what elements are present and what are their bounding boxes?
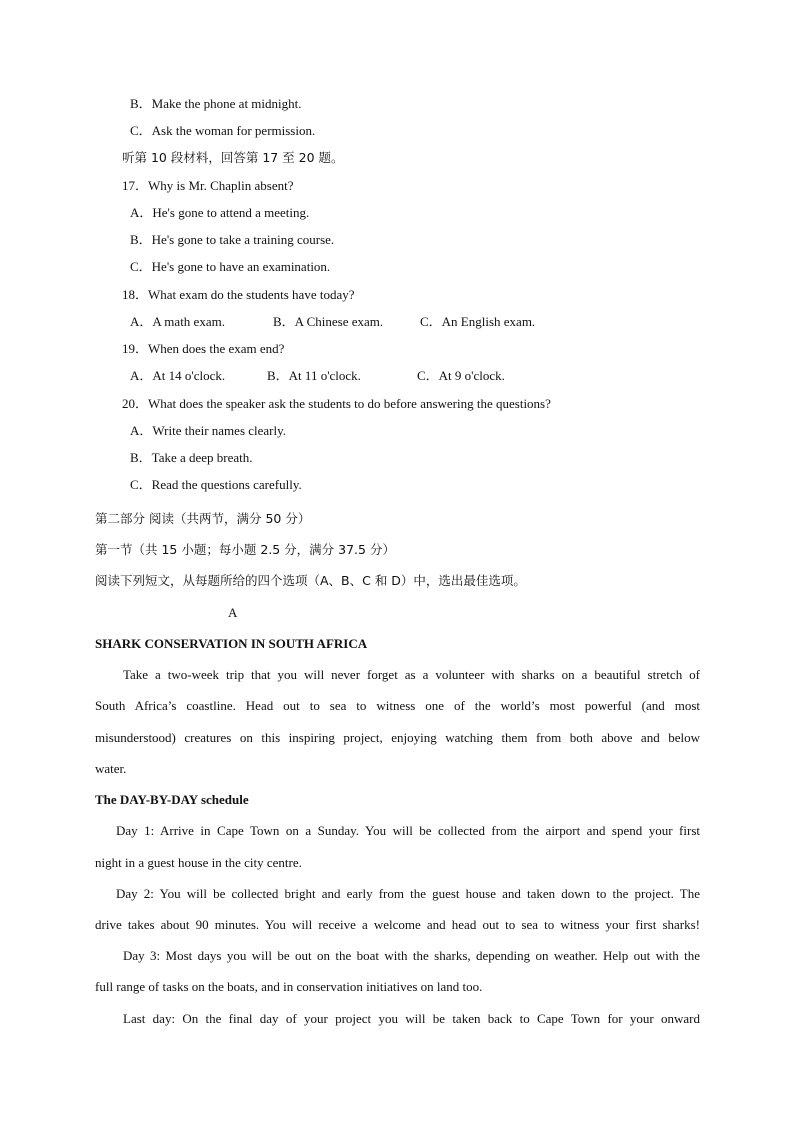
question-20: 20．What does the speaker ask the students to do before answering the questions? [122,396,551,411]
option-20c: C．Read the questions carefully. [130,477,302,492]
day3-line-2: full range of tasks on the boats, and in conservation initiatives on land too. [95,979,483,994]
schedule-heading: The DAY-BY-DAY schedule [95,792,249,807]
option-17c: C．He's gone to have an examination. [130,259,331,274]
option-19a: A．At 14 o'clock. [130,368,226,383]
part-heading: 第二部分 阅读（共两节，满分 50 分） [95,511,311,526]
question-19: 19．When does the exam end? [122,341,285,356]
intro-line-3: misunderstood) creatures on this inspiring project, enjoying watching them from both above and below [95,730,700,745]
option-17a: A．He's gone to attend a meeting. [130,205,310,220]
intro-line-2: South Africa’s coastline. Head out to sea to witness one of the world’s most powerful (and most [95,698,700,713]
section10-instruction: 听第 10 段材料，回答第 17 至 20 题。 [122,150,344,165]
day3-line-1: Day 3: Most days you will be out on the boat with the sharks, depending on weather. Help out with the [123,948,700,963]
option-19b: B．At 11 o'clock. [267,368,361,383]
option-17b: B．He's gone to take a training course. [130,232,335,247]
question-18: 18．What exam do the students have today? [122,287,355,302]
day1-line-1: Day 1: Arrive in Cape Town on a Sunday. You will be collected from the airport and spend your first [116,823,700,838]
reading-instruction: 阅读下列短文，从每题所给的四个选项（A、B、C 和 D）中，选出最佳选项。 [95,573,526,588]
option-16b: B．Make the phone at midnight. [130,96,302,111]
passage-letter: A [228,605,238,620]
lastday-line-1: Last day: On the final day of your project you will be taken back to Cape Town for your onward [123,1011,700,1026]
passage-title: SHARK CONSERVATION IN SOUTH AFRICA [95,636,368,651]
day1-line-2: night in a guest house in the city centre. [95,855,302,870]
intro-line-4: water. [95,761,127,776]
option-19c: C．At 9 o'clock. [417,368,505,383]
option-20a: A．Write their names clearly. [130,423,287,438]
intro-line-1: Take a two-week trip that you will never forget as a volunteer with sharks on a beautiful stretch of [123,667,700,682]
day2-line-2: drive takes about 90 minutes. You will receive a welcome and head out to sea to witness your first sharks! [95,917,700,932]
option-16c: C．Ask the woman for permission. [130,123,316,138]
option-18c: C．An English exam. [420,314,536,329]
option-18a: A．A math exam. [130,314,225,329]
option-18b: B．A Chinese exam. [273,314,384,329]
question-17: 17．Why is Mr. Chaplin absent? [122,178,294,193]
option-20b: B．Take a deep breath. [130,450,253,465]
section-heading: 第一节（共 15 小题；每小题 2.5 分，满分 37.5 分） [95,542,395,557]
day2-line-1: Day 2: You will be collected bright and early from the guest house and taken down to the project. The [116,886,700,901]
